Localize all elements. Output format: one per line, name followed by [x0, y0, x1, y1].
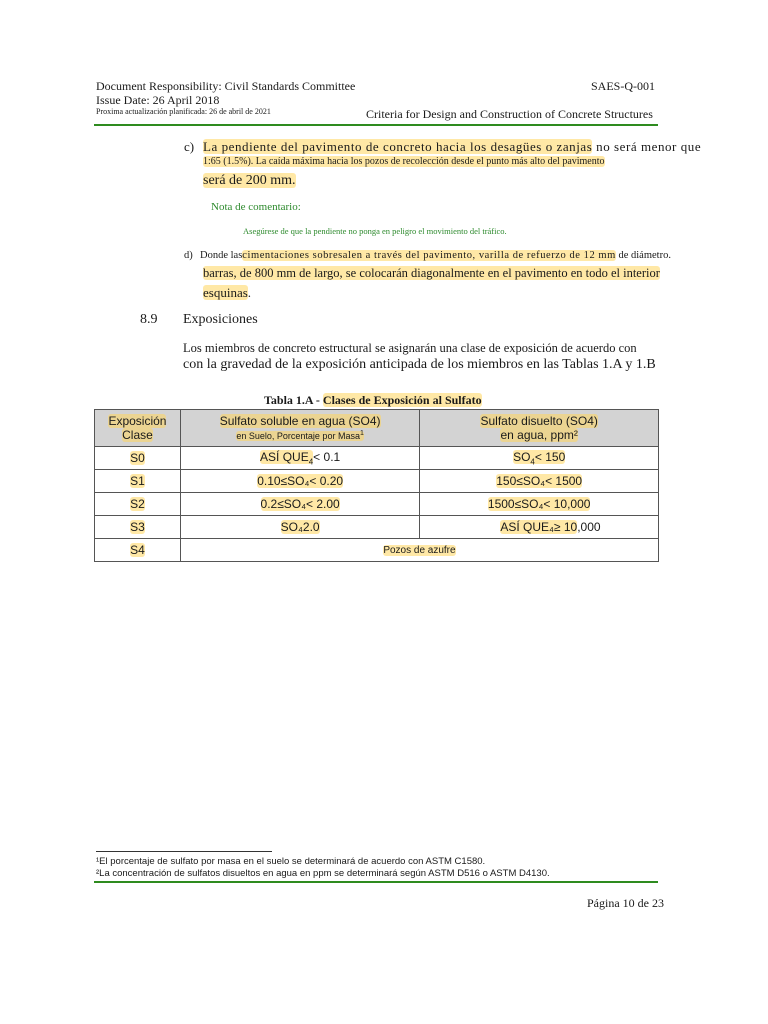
- section-number: 8.9: [140, 312, 158, 327]
- header-soil-sulfate: Sulfato soluble en agua (SO4) en Suelo, Porcentaje por Masa$^1$: [180, 410, 419, 447]
- item-d-line1: [200, 250, 671, 261]
- item-c-line1: [203, 139, 701, 155]
- doc-responsibility: Document Responsibility: Civil Standards Committee: [96, 79, 356, 93]
- section-title: Exposiciones: [183, 312, 258, 327]
- header-exposure-class: Exposición Clase: [95, 410, 181, 447]
- sulfate-exposure-table: [94, 409, 659, 562]
- item-d-line3: [203, 285, 251, 301]
- comment-note-text: Asegúrese de que la pendiente no ponga en peligro el movimiento del tráfico.: [243, 226, 507, 236]
- item-d-marker: d): [184, 250, 193, 261]
- item-d-line3-tail: .: [247, 285, 252, 300]
- item-c-text1-tail: no será menor que: [596, 139, 702, 154]
- footer-rule: [94, 881, 658, 883]
- next-update: Proxima actualización planificada: 26 de abril de 2021: [96, 107, 271, 116]
- item-c-text2: 1:65 (1.5%). La caída máxima hacia los pozos de recolección desde el punto más alto del pavimento: [203, 156, 605, 167]
- comment-note-title: Nota de comentario:: [211, 201, 301, 213]
- item-d-line1c: de diámetro.: [618, 250, 671, 261]
- table-row: S1 0.10≤SO₄< 0.20 150≤SO₄< 1500: [95, 470, 659, 493]
- table-row: S2 0.2≤SO₄< 2.00 1500≤SO₄< 10,000: [95, 493, 659, 516]
- item-c-line3: [203, 173, 296, 189]
- item-d-line1a: Donde las: [200, 250, 243, 261]
- issue-date: Issue Date: 26 April 2018: [96, 93, 220, 107]
- section-para-line1: Los miembros de concreto estructural se asignarán una clase de exposición de acuerdo con: [183, 341, 637, 355]
- page-number: Página 10 de 23: [587, 896, 664, 910]
- item-c-line2: [203, 156, 605, 167]
- table-row: S3 SO₄2.0 ASÍ QUE₄≥ 10,000: [95, 516, 659, 539]
- doc-title: Criteria for Design and Construction of Concrete Structures: [366, 107, 653, 121]
- item-c-marker: c): [184, 139, 195, 154]
- footnote-2: ²La concentración de sulfatos disueltos en agua en ppm se determinará según ASTM D516 o ASTM D4130.: [96, 868, 550, 879]
- section-para-line2: con la gravedad de la exposición anticipada de los miembros en las Tablas 1.A y 1.B: [183, 357, 656, 372]
- item-c-text1: La pendiente del pavimento de concreto hacia los desagües o zanjas: [203, 139, 593, 154]
- footnote-separator: [96, 851, 272, 852]
- item-d-line2-text: barras, de 800 mm de largo, se colocarán diagonalmente en el pavimento en todo el interior: [203, 266, 660, 280]
- item-d-line1b: cimentaciones sobresalen a través del pavimento, varilla de refuerzo de 12 mm: [242, 250, 616, 261]
- footnote-1: ¹El porcentaje de sulfato por masa en el suelo se determinará de acuerdo con ASTM C1580.: [96, 856, 486, 867]
- item-d-line3-text: esquinas: [203, 285, 248, 300]
- table-header-row: [95, 410, 659, 447]
- table-caption-prefix: Tabla 1.A -: [264, 393, 320, 407]
- item-d-line2: [203, 266, 660, 281]
- table-row: S4 Pozos de azufre: [95, 539, 659, 562]
- header-rule: [94, 124, 658, 126]
- doc-id: SAES-Q-001: [591, 79, 656, 93]
- item-c-text3: será de 200 mm.: [203, 173, 296, 188]
- table-caption: [264, 393, 482, 408]
- table-row: S0 ASÍ $QUE_4< 0.1$ $SO_4< 150$: [95, 447, 659, 470]
- header-water-sulfate: Sulfato disuelto (SO4) en agua, ppm²: [420, 410, 659, 447]
- table-caption-title: Clases de Exposición al Sulfato: [322, 393, 482, 407]
